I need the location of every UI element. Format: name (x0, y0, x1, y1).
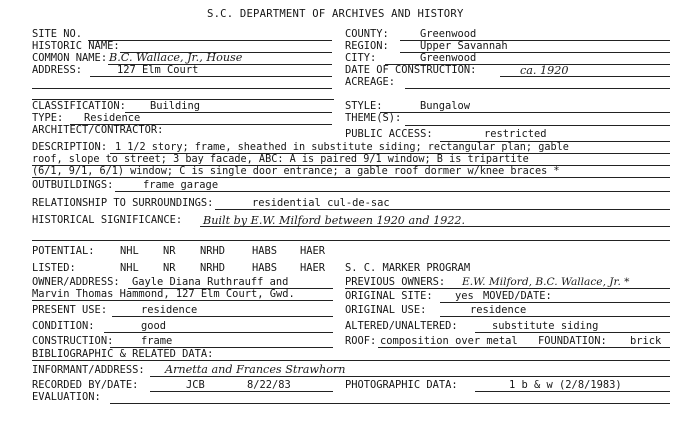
owner-address-label: OWNER/ADDRESS: (32, 276, 120, 288)
description-line-2: roof, slope to street; 3 bay facade, ABC: A is paired 9/1 window; B is tripartite (32, 154, 529, 165)
listed-nrhd: NRHD (200, 262, 226, 274)
classification-rule (125, 112, 332, 113)
description-line-1: 1 1/2 story; frame, sheathed in substitute siding; rectangular plan; gable (115, 142, 569, 153)
address-value: 127 Elm Court (117, 64, 199, 76)
listed-habs: HABS (252, 262, 278, 274)
style-value: Bungalow (420, 100, 471, 112)
owner-line-1: Gayle Diana Ruthrauff and (132, 276, 289, 288)
condition-label: CONDITION: (32, 320, 95, 332)
address-rule (90, 76, 332, 77)
historical-significance-label: HISTORICAL SIGNIFICANCE: (32, 214, 183, 226)
county-label: COUNTY: (345, 28, 389, 40)
condition-rule (104, 332, 333, 333)
historical-significance-rule-2 (32, 240, 670, 241)
form-title: S.C. DEPARTMENT OF ARCHIVES AND HISTORY (207, 8, 464, 20)
altered-label: ALTERED/UNALTERED: (345, 320, 458, 332)
photographic-data-label: PHOTOGRAPHIC DATA: (345, 379, 458, 391)
address-rule-2 (32, 88, 332, 89)
type-value: Residence (84, 112, 141, 124)
city-label: CITY: (345, 52, 377, 64)
style-label: STYLE: (345, 100, 383, 112)
county-value: Greenwood (420, 28, 477, 40)
city-rule (385, 64, 670, 65)
foundation-label: FOUNDATION: (538, 335, 607, 347)
outbuildings-label: OUTBUILDINGS: (32, 179, 114, 191)
description-label: DESCRIPTION: (32, 141, 108, 153)
potential-nhl: NHL (120, 245, 139, 257)
original-site-value: yes (455, 290, 474, 302)
construction-value: frame (141, 335, 173, 347)
photographic-data-rule (475, 391, 670, 392)
historical-significance-rule (200, 226, 670, 227)
present-use-value: residence (141, 304, 198, 316)
potential-habs: HABS (252, 245, 278, 257)
owner-line-2: Marvin Thomas Hammond, 127 Elm Court, Gwd. (32, 288, 295, 300)
potential-nrhd: NRHD (200, 245, 226, 257)
city-value: Greenwood (420, 52, 477, 64)
relationship-rule (215, 209, 670, 210)
construction-label: CONSTRUCTION: (32, 335, 114, 347)
owner-rule-2 (32, 300, 333, 301)
altered-value: substitute siding (492, 320, 599, 332)
classification-label: CLASSIFICATION: (32, 100, 126, 112)
present-use-label: PRESENT USE: (32, 304, 108, 316)
evaluation-rule (110, 403, 670, 404)
address-label: ADDRESS: (32, 64, 83, 76)
previous-owners-label: PREVIOUS OWNERS: (345, 276, 446, 288)
roof-value: composition over metal (380, 335, 518, 347)
listed-haer: HAER (300, 262, 326, 274)
photographic-data-value: 1 b & w (2/8/1983) (509, 379, 622, 391)
informant-label: INFORMANT/ADDRESS: (32, 364, 145, 376)
acreage-rule (405, 88, 670, 89)
region-value: Upper Savannah (420, 40, 508, 52)
potential-haer: HAER (300, 245, 326, 257)
listed-nhl: NHL (120, 262, 139, 274)
type-rule (70, 124, 332, 125)
listed-nr: NR (163, 262, 176, 274)
previous-owners-rule (345, 288, 670, 289)
altered-rule (475, 332, 670, 333)
style-rule (380, 112, 670, 113)
informant-value: Arnetta and Frances Strawhorn (165, 363, 346, 376)
original-use-value: residence (470, 304, 527, 316)
roof-rule (378, 347, 670, 348)
public-access-label: PUBLIC ACCESS: (345, 128, 433, 140)
description-rule-3 (32, 177, 670, 178)
county-rule (400, 40, 670, 41)
recorded-by-rule (150, 391, 333, 392)
type-label: TYPE: (32, 112, 64, 124)
historic-name-label: HISTORIC NAME: (32, 40, 120, 52)
common-name-value: B.C. Wallace, Jr., House (109, 51, 243, 64)
present-use-rule (112, 316, 333, 317)
common-name-label: COMMON NAME: (32, 52, 108, 64)
date-of-construction-value: ca. 1920 (520, 64, 569, 77)
themes-label: THEME(S): (345, 112, 402, 124)
bibliographic-rule (32, 360, 670, 361)
date-rule (500, 76, 670, 77)
architect-label: ARCHITECT/CONTRACTOR: (32, 124, 164, 136)
region-rule (400, 52, 670, 53)
condition-value: good (141, 320, 167, 332)
outbuildings-value: frame garage (143, 179, 219, 191)
acreage-label: ACREAGE: (345, 76, 396, 88)
historical-significance-value: Built by E.W. Milford between 1920 and 1922. (203, 214, 466, 227)
foundation-value: brick (630, 335, 662, 347)
public-access-value: restricted (484, 128, 547, 140)
owner-rule-1 (128, 288, 333, 289)
site-no-label: SITE NO. (32, 28, 83, 40)
region-label: REGION: (345, 40, 389, 52)
recorded-by-label: RECORDED BY/DATE: (32, 379, 139, 391)
potential-nr: NR (163, 245, 176, 257)
description-line-3: (6/1, 9/1, 6/1) window; C is single door entrance; a gable roof dormer w/knee braces * (32, 166, 560, 177)
original-site-label: ORIGINAL SITE: (345, 290, 433, 302)
relationship-label: RELATIONSHIP TO SURROUNDINGS: (32, 197, 214, 209)
outbuildings-rule (115, 191, 670, 192)
evaluation-label: EVALUATION: (32, 391, 101, 403)
relationship-value: residential cul-de-sac (252, 197, 390, 209)
moved-date-label: MOVED/DATE: (483, 290, 552, 302)
recorded-date-value: 8/22/83 (247, 379, 291, 391)
historic-name-rule (120, 52, 332, 53)
informant-rule (150, 376, 670, 377)
common-name-rule (108, 64, 332, 65)
original-use-label: ORIGINAL USE: (345, 304, 427, 316)
original-use-rule (440, 316, 670, 317)
description-rule-1 (110, 153, 670, 154)
roof-label: ROOF: (345, 335, 377, 347)
date-of-construction-label: DATE OF CONSTRUCTION: (345, 64, 477, 76)
recorder-value: JCB (186, 379, 205, 391)
classification-top-rule (32, 99, 334, 100)
previous-owners-value: E.W. Milford, B.C. Wallace, Jr. * (462, 276, 630, 288)
bibliographic-label: BIBLIOGRAPHIC & RELATED DATA: (32, 348, 214, 360)
original-site-rule (440, 302, 670, 303)
themes-rule (405, 125, 670, 126)
sc-marker-program: S. C. MARKER PROGRAM (345, 262, 471, 274)
description-rule-2 (32, 165, 670, 166)
potential-label: POTENTIAL: (32, 245, 95, 257)
site-no-rule (88, 40, 332, 41)
classification-value: Building (150, 100, 201, 112)
listed-label: LISTED: (32, 262, 76, 274)
